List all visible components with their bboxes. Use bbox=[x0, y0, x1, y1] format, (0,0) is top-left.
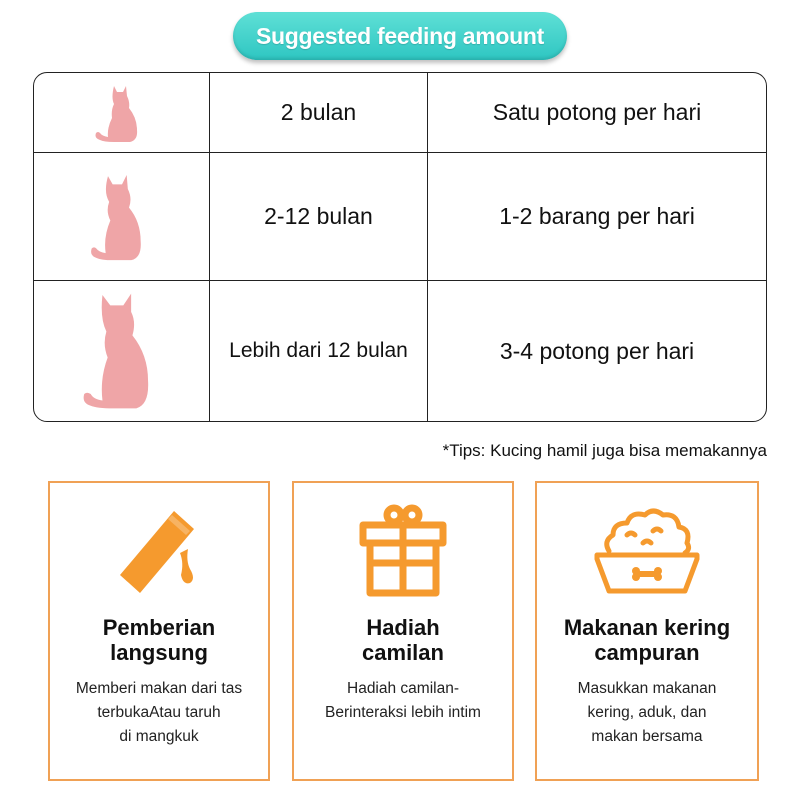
cat-cell bbox=[34, 281, 210, 421]
cat-cell bbox=[34, 153, 210, 280]
feeding-table bbox=[33, 72, 767, 422]
feeding-method-card bbox=[292, 481, 514, 781]
amount-cell: Satu potong per hari bbox=[492, 99, 702, 125]
card-title: Hadiah camilan bbox=[362, 615, 444, 665]
card-description: Masukkan makanan kering, aduk, dan makan bersama bbox=[577, 680, 717, 745]
table-row bbox=[34, 281, 766, 421]
card-description: Hadiah camilan- Berinteraksi lebih intim bbox=[325, 680, 481, 721]
amount-cell: 3-4 potong per hari bbox=[499, 337, 695, 364]
cat-silhouette-icon bbox=[79, 287, 165, 415]
header-title-pill bbox=[233, 12, 567, 60]
table-row bbox=[34, 153, 766, 281]
age-cell: Lebih dari 12 bulan bbox=[210, 281, 428, 421]
amount-cell: 1-2 barang per hari bbox=[499, 203, 695, 229]
card-description: Memberi makan dari tas terbukaAtau taruh di mangkuk bbox=[75, 680, 243, 745]
cat-silhouette-icon bbox=[87, 169, 157, 265]
age-cell: 2 bulan bbox=[210, 73, 428, 152]
card-title: Pemberian langsung bbox=[102, 615, 216, 665]
cat-silhouette-icon bbox=[92, 80, 152, 146]
feeding-method-card bbox=[535, 481, 759, 781]
table-row bbox=[34, 73, 766, 153]
age-cell: 2-12 bulan bbox=[210, 153, 428, 280]
feeding-method-card bbox=[48, 481, 270, 781]
tips-note: *Tips: Kucing hamil juga bisa memakannya bbox=[442, 441, 767, 460]
cat-cell bbox=[34, 73, 210, 152]
gift-box-icon bbox=[353, 501, 453, 601]
header-title: Suggested feeding amount bbox=[256, 22, 544, 49]
card-title: Makanan kering campuran bbox=[563, 615, 731, 665]
treat-stick-icon bbox=[104, 501, 214, 611]
food-bowl-icon bbox=[587, 501, 707, 601]
